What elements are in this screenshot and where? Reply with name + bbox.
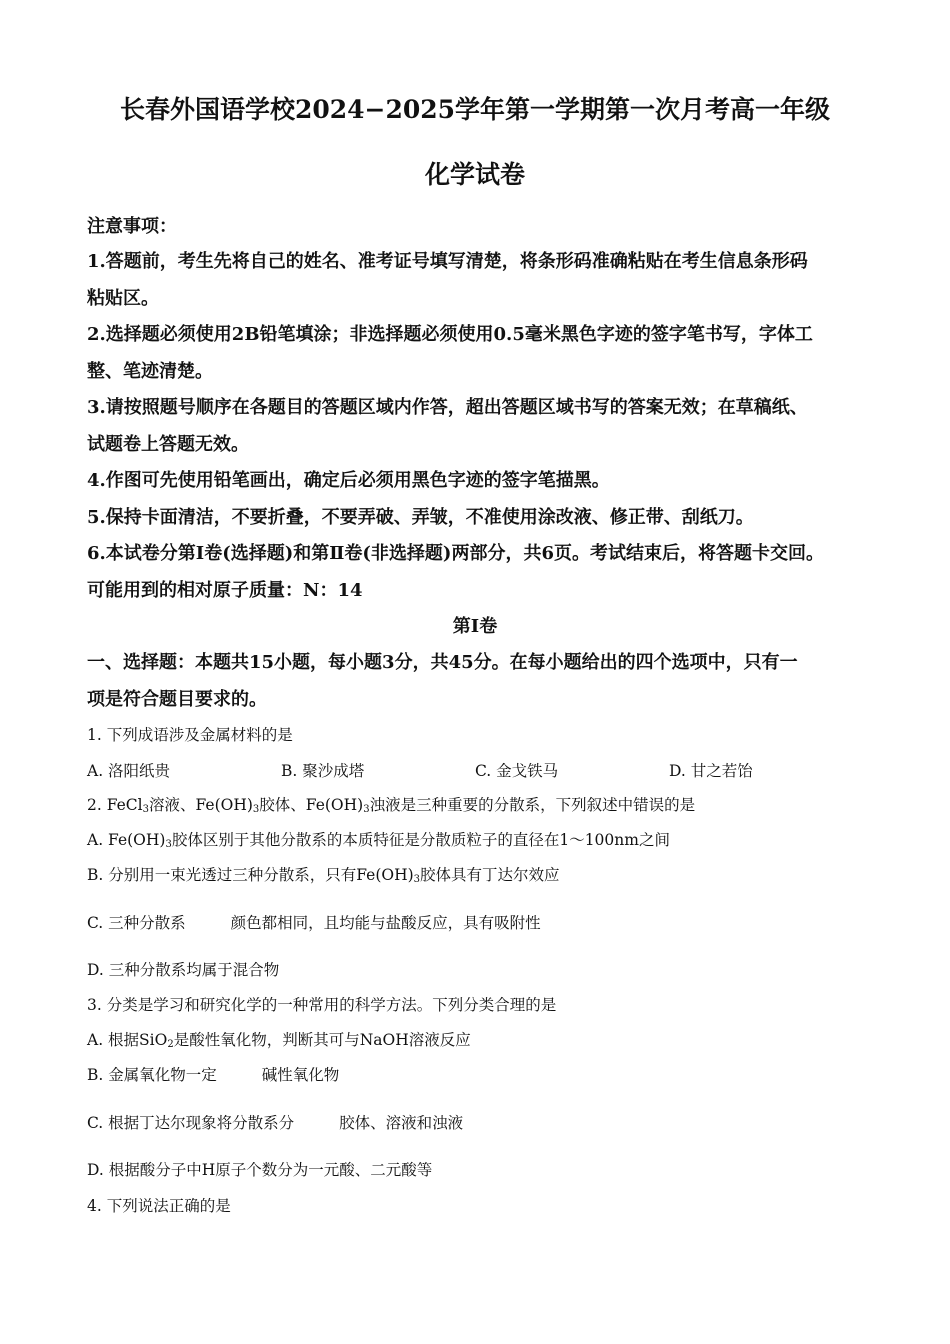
notice-item-3: 3.请按照题号顺序在各题目的答题区域内作答，超出答题区域书写的答案无效；在草稿纸、 — [87, 397, 808, 418]
q2-option-b — [87, 863, 560, 885]
exam-subject-title: 化学试卷 — [424, 160, 525, 189]
q1-option-c: C. 金戈铁马 — [475, 762, 559, 780]
notice-item-2-cont: 整、笔迹清楚。 — [87, 361, 213, 382]
q2-option-d: D. 三种分散系均属于混合物 — [87, 961, 280, 979]
q2-option-c-part: 颜色都相同，且均能与盐酸反应，具有吸附性 — [230, 914, 541, 932]
q2-stem-part: 浊液是三种重要的分散系，下列叙述中错误的是 — [369, 796, 696, 814]
q2-stem-part: 胶体、Fe(OH) — [259, 796, 364, 814]
q2-option-c — [87, 911, 541, 933]
q3-option-b — [87, 1063, 339, 1085]
q2-stem-part: 溶液、Fe(OH) — [149, 796, 253, 814]
notice-item-3-cont: 试题卷上答题无效。 — [87, 434, 249, 455]
q2-option-b-part: B. 分别用一束光透过三种分散系，只有Fe(OH) — [87, 866, 414, 884]
notice-item-5: 5.保持卡面清洁，不要折叠，不要弄破、弄皱，不准使用涂改液、修正带、刮纸刀。 — [87, 507, 754, 528]
notice-item-2: 2.选择题必须使用2B铅笔填涂；非选择题必须使用0.5毫米黑色字迹的签字笔书写，字体工 — [87, 324, 813, 345]
q2-option-a — [87, 828, 670, 850]
notice-item-1: 1.答题前，考生先将自己的姓名、准考证号填写清楚，将条形码准确粘贴在考生信息条形码 — [87, 251, 808, 272]
notice-item-6: 6.本试卷分第Ⅰ卷(选择题)和第Ⅱ卷(非选择题)两部分，共6页。考试结束后，将答题卡交回。 — [87, 543, 824, 564]
q1-stem: 1. 下列成语涉及金属材料的是 — [87, 726, 293, 744]
q2-option-a-part: 胶体区别于其他分散系的本质特征是分散质粒子的直径在1～100nm之间 — [171, 831, 670, 849]
notice-item-4: 4.作图可先使用铅笔画出，确定后必须用黑色字迹的签字笔描黑。 — [87, 470, 610, 491]
q2-stem-part: 2. FeCl — [87, 796, 143, 814]
q1-option-d: D. 甘之若饴 — [669, 762, 753, 780]
q3-option-a-part: 是酸性氧化物，判断其可与NaOH溶液反应 — [173, 1031, 471, 1049]
q3-option-c-part: C. 根据丁达尔现象将分散系分 — [87, 1114, 295, 1132]
q3-option-b-part: 碱性氧化物 — [261, 1066, 340, 1084]
subscript: 3 — [252, 804, 260, 815]
q3-option-c-part: 胶体、溶液和浊液 — [339, 1114, 464, 1132]
q3-option-a — [87, 1028, 471, 1050]
q2-stem — [87, 793, 695, 815]
subscript: 3 — [413, 874, 421, 885]
subscript: 2 — [167, 1039, 174, 1050]
q4-stem: 4. 下列说法正确的是 — [87, 1197, 231, 1215]
section-instruction: 一、选择题：本题共15小题，每小题3分，共45分。在每小题给出的四个选项中，只有一 — [87, 652, 798, 673]
subscript: 3 — [165, 839, 172, 850]
notice-heading: 注意事项： — [87, 216, 177, 237]
q3-stem: 3. 分类是学习和研究化学的一种常用的科学方法。下列分类合理的是 — [87, 996, 557, 1014]
subscript: 3 — [142, 804, 149, 815]
notice-item-1-cont: 粘贴区。 — [87, 288, 159, 309]
section-instruction-cont: 项是符合题目要求的。 — [87, 689, 267, 710]
q3-option-c — [87, 1111, 463, 1133]
q2-option-a-part: A. Fe(OH) — [87, 831, 166, 849]
q3-option-d: D. 根据酸分子中H原子个数分为一元酸、二元酸等 — [87, 1161, 433, 1179]
q2-option-c-part: C. 三种分散系 — [87, 914, 186, 932]
q3-option-a-part: A. 根据SiO — [87, 1031, 168, 1049]
q2-option-b-part: 胶体具有丁达尔效应 — [420, 866, 560, 884]
q1-option-b: B. 聚沙成塔 — [281, 762, 365, 780]
atomic-mass-note: 可能用到的相对原子质量：N：14 — [87, 580, 363, 601]
q1-option-a: A. 洛阳纸贵 — [87, 762, 171, 780]
q3-option-b-part: B. 金属氧化物一定 — [87, 1066, 217, 1084]
exam-title: 长春外国语学校2024−2025学年第一学期第一次月考高一年级 — [119, 95, 831, 124]
subscript: 3 — [363, 804, 370, 815]
volume-heading: 第Ⅰ卷 — [452, 616, 498, 637]
